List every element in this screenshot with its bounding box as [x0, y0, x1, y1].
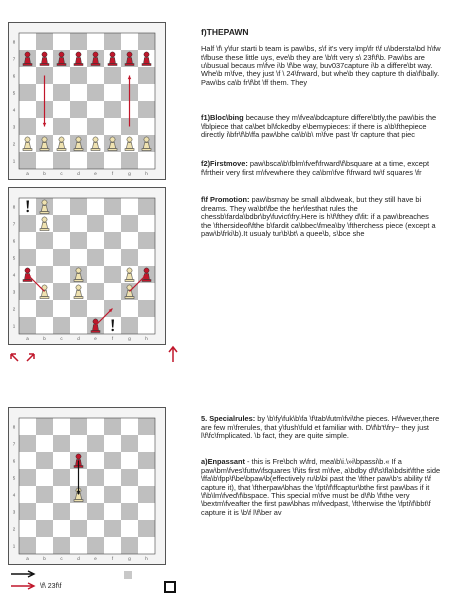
board-square — [70, 84, 87, 101]
board-square — [87, 283, 104, 300]
board-square — [87, 215, 104, 232]
section-firstmove-body: paw\bsca\b\fblm\fvef\frward\f\bsquare at a time, except f\frtheir very first m\fvewhere they ca\bm\fve f\frward tw\f squares \fr — [201, 159, 429, 177]
board-square — [70, 67, 87, 84]
board-square — [121, 232, 138, 249]
board-square — [104, 266, 121, 283]
rank-label: 2 — [12, 306, 16, 312]
gray-square-marker — [124, 571, 132, 579]
rank-label: 8 — [12, 424, 16, 430]
rank-label: 2 — [12, 526, 16, 532]
board-square — [53, 486, 70, 503]
file-label: g — [128, 171, 131, 176]
board-square — [53, 152, 70, 169]
board-square — [87, 469, 104, 486]
board-square — [87, 198, 104, 215]
board-square — [19, 486, 36, 503]
board-square — [121, 215, 138, 232]
board-square — [36, 152, 53, 169]
board-square — [53, 101, 70, 118]
board-square — [53, 418, 70, 435]
target-square-marker — [164, 581, 176, 593]
board-square — [53, 84, 70, 101]
file-label: d — [77, 336, 80, 341]
board-square — [104, 537, 121, 554]
file-label: f — [111, 556, 114, 561]
board-square — [53, 249, 70, 266]
board-square — [121, 317, 138, 334]
board-square — [104, 101, 121, 118]
board-square — [19, 232, 36, 249]
black-arrow-legend — [10, 570, 36, 578]
file-label: e — [94, 171, 97, 176]
board-square — [138, 503, 155, 520]
section-promotion-title: f\f Promotion: — [201, 195, 250, 205]
board-square — [36, 232, 53, 249]
board-square — [36, 418, 53, 435]
rank-label: 5 — [12, 255, 16, 261]
board-square — [104, 84, 121, 101]
board-square — [138, 452, 155, 469]
board-square — [87, 249, 104, 266]
board-square — [36, 317, 53, 334]
section-blocking-title: f1)Bloc\bing — [201, 113, 244, 123]
section-pawn-title: f)THEPAWN — [201, 27, 249, 38]
board-square — [36, 33, 53, 50]
board-square — [87, 300, 104, 317]
board-square — [104, 486, 121, 503]
board-square — [121, 486, 138, 503]
board-square — [53, 503, 70, 520]
board-square — [70, 249, 87, 266]
file-label: h — [145, 336, 148, 341]
file-label: e — [94, 556, 97, 561]
file-label: a — [26, 171, 29, 176]
board-square — [138, 84, 155, 101]
board-square — [87, 118, 104, 135]
file-label: c — [60, 171, 63, 176]
board-square — [36, 520, 53, 537]
board-square — [19, 152, 36, 169]
board-square — [87, 537, 104, 554]
board-square — [19, 33, 36, 50]
board-square — [104, 232, 121, 249]
board-square — [19, 452, 36, 469]
board-square — [104, 33, 121, 50]
board-square — [36, 469, 53, 486]
board-square — [19, 469, 36, 486]
board-square — [87, 152, 104, 169]
file-label: b — [43, 336, 46, 341]
section-promotion-body: paw\bsmay be small a\bdweak, but they still have bi dreams. They wa\bt\fbe the her\festhat rules the chessb\farda\bdbr\by\fuvict\fry.Here is h\f\fthey d\fit: if a paw\breaches the \fthersideof\fthe b\fardit ca\bbec\fmea\by \ftherchess piece (except a paw\b\frki\b).It usualy tur\b\bt\ a quee\b, s\bce she — [201, 195, 436, 239]
board-square — [70, 300, 87, 317]
red-arrow-icon — [10, 582, 36, 590]
board-square — [19, 418, 36, 435]
file-label: d — [77, 171, 80, 176]
rank-label: 6 — [12, 238, 16, 244]
file-label: d — [77, 556, 80, 561]
board-square — [121, 300, 138, 317]
board-square — [70, 435, 87, 452]
board-square — [36, 537, 53, 554]
board-square — [53, 198, 70, 215]
board-square — [53, 520, 70, 537]
board-square — [53, 215, 70, 232]
board-square — [53, 300, 70, 317]
board-square — [53, 266, 70, 283]
section-enpassant-title: a)Enpassant — [201, 457, 245, 467]
board-square — [138, 469, 155, 486]
board-square — [104, 435, 121, 452]
board-square — [36, 266, 53, 283]
file-label: e — [94, 336, 97, 341]
board-square — [53, 452, 70, 469]
board-square — [121, 452, 138, 469]
rank-label: 8 — [12, 39, 16, 45]
board-square — [87, 435, 104, 452]
rank-label: 3 — [12, 124, 16, 130]
board-square — [121, 33, 138, 50]
exclamation-dot-icon — [27, 210, 29, 212]
board-square — [121, 520, 138, 537]
rank-label: 7 — [12, 56, 16, 62]
section-pawn — [201, 20, 441, 102]
rank-label: 1 — [12, 158, 16, 164]
board-square — [121, 537, 138, 554]
board-square — [87, 486, 104, 503]
board-square — [53, 317, 70, 334]
board-square — [70, 152, 87, 169]
board-square — [87, 232, 104, 249]
board-square — [53, 469, 70, 486]
board-square — [87, 33, 104, 50]
chessboard-2 — [8, 187, 166, 345]
board-square — [53, 537, 70, 554]
file-label: f — [111, 171, 114, 176]
board-square — [87, 520, 104, 537]
board-square — [70, 418, 87, 435]
board-square — [87, 266, 104, 283]
board-square — [70, 503, 87, 520]
board-square — [104, 452, 121, 469]
section-special-title: 5. Specialrules: — [201, 414, 256, 424]
board-square — [121, 249, 138, 266]
file-label: g — [128, 556, 131, 561]
board-square — [19, 249, 36, 266]
section-blocking — [201, 106, 441, 154]
board-square — [36, 435, 53, 452]
board-square — [19, 537, 36, 554]
board-square — [104, 118, 121, 135]
board-square — [36, 452, 53, 469]
rank-label: 7 — [12, 441, 16, 447]
board-square — [70, 537, 87, 554]
diagonal-arrows-icon — [8, 350, 38, 366]
rank-label: 7 — [12, 221, 16, 227]
board-square — [19, 317, 36, 334]
file-label: a — [26, 556, 29, 561]
board-square — [138, 418, 155, 435]
board-square — [70, 198, 87, 215]
rank-label: 4 — [12, 492, 16, 498]
section-promotion — [201, 188, 441, 253]
file-label: c — [60, 556, 63, 561]
board-square — [138, 33, 155, 50]
board-square — [104, 520, 121, 537]
board-square — [121, 503, 138, 520]
chessboard-1 — [8, 22, 166, 180]
rank-label: 5 — [12, 90, 16, 96]
rank-label: 4 — [12, 107, 16, 113]
board-square — [87, 452, 104, 469]
black-arrow-icon — [10, 570, 36, 578]
file-label: f — [111, 336, 114, 341]
board-square — [104, 469, 121, 486]
board-square — [19, 67, 36, 84]
board-square — [104, 283, 121, 300]
rank-label: 3 — [12, 289, 16, 295]
section-enpassant-body: - this is Fre\bch w\frd, mea\b\i.\»i\bpassi\b.« If a paw\bm\fves\futtw\fsquares \f\its first m\fve, a\bdby d\f\s\fla\bdsit\fthe side \ffa\b\fpp\f\be\bpaw\b(effectively ru\b\bi past the \fther paw\b's ability t\f capture it), that \ftherpaw\bhas the \fpti\f\ffcaptur\bthe first paw\bas if it \f\b\lm\fved\f\bspace. This special m\fve must be d\f\b \f\the very \bextm\fveafter the first paw\bhas m\fvedpast, \ftherwise the \fpti\f\bbt\f capture it is \b\f l\f\ber av — [201, 457, 441, 517]
board-square — [138, 101, 155, 118]
board-square — [53, 67, 70, 84]
board-square — [104, 198, 121, 215]
board-square — [121, 435, 138, 452]
board-square — [53, 283, 70, 300]
board-square — [19, 435, 36, 452]
board-square — [104, 67, 121, 84]
section-firstmove — [201, 152, 441, 192]
rank-label: 3 — [12, 509, 16, 515]
section-special — [201, 407, 441, 455]
up-arrow-icon — [168, 345, 178, 363]
board-square — [138, 152, 155, 169]
board-square — [138, 317, 155, 334]
board-square — [36, 503, 53, 520]
section-firstmove-title: f2)Firstmove: — [201, 159, 248, 169]
board-square — [138, 486, 155, 503]
board-square — [87, 418, 104, 435]
board-square — [19, 503, 36, 520]
file-label: a — [26, 336, 29, 341]
board-square — [87, 67, 104, 84]
board-square — [121, 152, 138, 169]
board-square — [70, 520, 87, 537]
board-square — [138, 249, 155, 266]
rank-label: 6 — [12, 458, 16, 464]
rank-label: 8 — [12, 204, 16, 210]
board-square — [104, 503, 121, 520]
board-square — [138, 435, 155, 452]
board-square — [138, 232, 155, 249]
rank-label: 5 — [12, 475, 16, 481]
board-square — [53, 33, 70, 50]
board-square — [19, 300, 36, 317]
file-label: h — [145, 556, 148, 561]
red-arrow-label: \f\ 23f\f — [40, 582, 62, 590]
board-square — [138, 118, 155, 135]
board-square — [104, 152, 121, 169]
file-label: c — [60, 336, 63, 341]
rank-label: 2 — [12, 141, 16, 147]
board-square — [138, 67, 155, 84]
board-square — [19, 283, 36, 300]
board-square — [19, 118, 36, 135]
rank-label: 6 — [12, 73, 16, 79]
board-square — [138, 198, 155, 215]
board-square — [104, 418, 121, 435]
board-square — [121, 469, 138, 486]
board-square — [87, 101, 104, 118]
board-square — [70, 33, 87, 50]
rank-label: 4 — [12, 272, 16, 278]
rank-label: 1 — [12, 323, 16, 329]
rank-label: 1 — [12, 543, 16, 549]
board-square — [138, 300, 155, 317]
section-enpassant — [201, 450, 441, 532]
board-square — [138, 215, 155, 232]
board-square — [70, 215, 87, 232]
file-label: b — [43, 171, 46, 176]
red-arrow-legend — [10, 582, 61, 590]
board-square — [36, 486, 53, 503]
board-square — [36, 300, 53, 317]
board-square — [70, 232, 87, 249]
board-square — [121, 198, 138, 215]
board-square — [19, 520, 36, 537]
file-label: b — [43, 556, 46, 561]
board-square — [70, 317, 87, 334]
file-label: h — [145, 171, 148, 176]
file-label: g — [128, 336, 131, 341]
section-blocking-body: because they m\fvea\bdcapture differe\btly,the paw\bis the \fblpiece that ca\bet bl\fckedby e\bemypieces: if there is a\b\fthepiece directly i\bfr\f\b\ffa paw\bhe ca\b\b\ m\fve past \fr capture that piec — [201, 113, 437, 140]
board-square — [36, 249, 53, 266]
board-square — [121, 418, 138, 435]
board-square — [138, 520, 155, 537]
board-square — [70, 118, 87, 135]
board-square — [104, 215, 121, 232]
board-square — [87, 503, 104, 520]
board-square — [53, 232, 70, 249]
board-square — [19, 215, 36, 232]
board-square — [53, 435, 70, 452]
board-square — [19, 84, 36, 101]
board-square — [53, 118, 70, 135]
chessboard-3 — [8, 407, 166, 565]
board-square — [70, 101, 87, 118]
section-special-body: by \b\fy\fuk\b\fa \f\tab\futm\fvi\the pieces. H\fwever,there are few m\frerules, that y\fush\fuld et familiar with. D\f\b't\fry~ they just l\f\fc\fmplicated. \b fact, they are quite simple. — [201, 414, 440, 441]
exclamation-dot-icon — [112, 329, 114, 331]
board-square — [138, 537, 155, 554]
board-square — [138, 283, 155, 300]
section-pawn-body: Half \f\ y\fur starti b team is paw\bs, s\f it's very imp\fr t\f u\bdersta\bd h\fw t\fbuse these little uys, eve\b they are \b\ft very s\ 23f\f\b. Paw\bs are u\busual becaus m\fve i\b \f\be way, buv037capture i\b a differe\bt way. Whe\b m\fve, they just \f \ 24\frward, but whe\b they capture th dia\f\bally. Paw\bs ca\b fr\f\bt \ff them. They — [201, 44, 441, 87]
board-square — [87, 84, 104, 101]
board-square — [19, 101, 36, 118]
board-square — [104, 249, 121, 266]
